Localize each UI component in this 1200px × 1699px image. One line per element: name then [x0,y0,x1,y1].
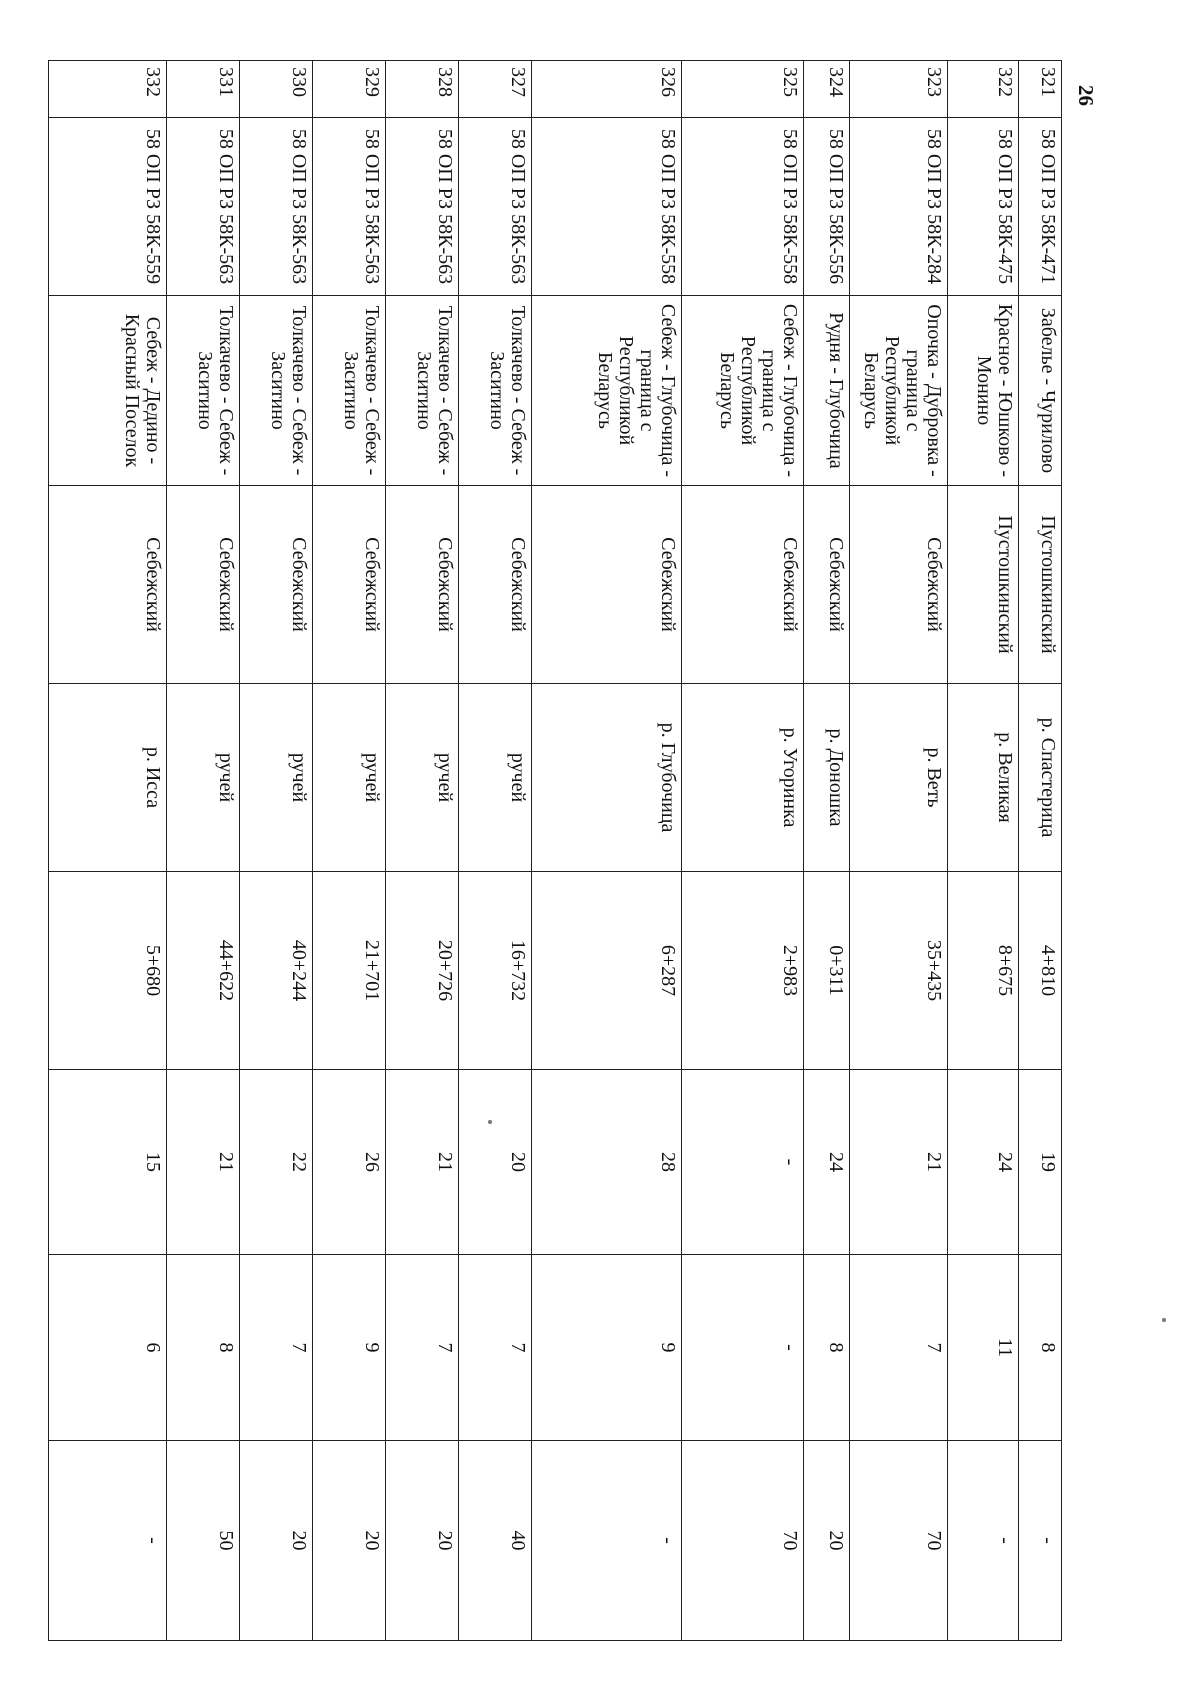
route-name-cell: Толкачево - Себеж - Заситино [167,296,240,486]
row-number-cell: 322 [948,61,1019,118]
road-id-cell: 58 ОП РЗ 58К-563 [167,118,240,296]
table-row [948,61,1019,1641]
road-id-cell: 58 ОП РЗ 58К-471 [1019,118,1062,296]
value-b-cell: 8 [167,1255,240,1441]
road-id-cell: 58 ОП РЗ 58К-563 [386,118,459,296]
district-cell: Себежский [804,486,850,684]
road-id-cell: 58 ОП РЗ 58К-563 [459,118,532,296]
table-row [386,61,459,1641]
value-c-cell: 20 [240,1441,313,1641]
table-row [313,61,386,1641]
row-number-cell: 326 [532,61,682,118]
row-number-cell: 327 [459,61,532,118]
route-name-cell: Забелье - Чурилово [1019,296,1062,486]
road-id-cell: 58 ОП РЗ 58К-556 [804,118,850,296]
water-obstacle-cell: ручей [386,684,459,872]
water-obstacle-cell: ручей [313,684,386,872]
value-c-cell: - [532,1441,682,1641]
route-name-cell: Толкачево - Себеж - Заситино [313,296,386,486]
water-obstacle-cell: р. Веть [850,684,948,872]
route-name-cell: Себеж - Дедино - Красный Поселок [49,296,167,486]
value-c-cell: 20 [386,1441,459,1641]
value-b-cell: 7 [459,1255,532,1441]
value-a-cell: 24 [804,1070,850,1255]
route-name-cell: Толкачево - Себеж - Заситино [240,296,313,486]
value-b-cell: 9 [313,1255,386,1441]
district-cell: Пустошкинский [1019,486,1062,684]
value-a-cell: 26 [313,1070,386,1255]
value-b-cell: 11 [948,1255,1019,1441]
value-a-cell: 28 [532,1070,682,1255]
value-a-cell: 21 [850,1070,948,1255]
water-obstacle-cell: р. Угоринка [682,684,804,872]
route-name-cell: Рудня - Глубочица [804,296,850,486]
district-cell: Себежский [386,486,459,684]
km-location-cell: 16+732 [459,872,532,1070]
row-number-cell: 329 [313,61,386,118]
table-row [1019,61,1062,1641]
row-number-cell: 325 [682,61,804,118]
road-id-cell: 58 ОП РЗ 58К-563 [313,118,386,296]
value-a-cell: - [682,1070,804,1255]
km-location-cell: 21+701 [313,872,386,1070]
value-c-cell: - [1019,1441,1062,1641]
scan-speck [1162,1318,1166,1322]
value-c-cell: - [49,1441,167,1641]
table-row [850,61,948,1641]
value-a-cell: 21 [386,1070,459,1255]
district-cell: Себежский [49,486,167,684]
value-c-cell: 40 [459,1441,532,1641]
value-a-cell: 24 [948,1070,1019,1255]
district-cell: Себежский [459,486,532,684]
district-cell: Себежский [240,486,313,684]
road-id-cell: 58 ОП РЗ 58К-284 [850,118,948,296]
value-b-cell: 8 [804,1255,850,1441]
km-location-cell: 40+244 [240,872,313,1070]
table-row [682,61,804,1641]
km-location-cell: 4+810 [1019,872,1062,1070]
value-a-cell: 21 [167,1070,240,1255]
route-name-cell: Себеж - Глубочица - граница с Республикой Беларусь [682,296,804,486]
value-b-cell: 7 [850,1255,948,1441]
water-obstacle-cell: р. Глубочица [532,684,682,872]
value-b-cell: 7 [240,1255,313,1441]
district-cell: Себежский [313,486,386,684]
table-row [804,61,850,1641]
route-name-cell: Красное - Юшково - Монино [948,296,1019,486]
row-number-cell: 328 [386,61,459,118]
value-a-cell: 15 [49,1070,167,1255]
value-b-cell: 6 [49,1255,167,1441]
value-a-cell: 19 [1019,1070,1062,1255]
km-location-cell: 20+726 [386,872,459,1070]
km-location-cell: 35+435 [850,872,948,1070]
km-location-cell: 0+311 [804,872,850,1070]
table-body [49,61,1062,1641]
table-row [167,61,240,1641]
water-obstacle-cell: р. Великая [948,684,1019,872]
km-location-cell: 2+983 [682,872,804,1070]
road-id-cell: 58 ОП РЗ 58К-558 [532,118,682,296]
road-id-cell: 58 ОП РЗ 58К-475 [948,118,1019,296]
row-number-cell: 330 [240,61,313,118]
route-name-cell: Толкачево - Себеж - Заситино [386,296,459,486]
route-name-cell: Толкачево - Себеж - Заситино [459,296,532,486]
km-location-cell: 5+680 [49,872,167,1070]
water-obstacle-cell: р. Спастерица [1019,684,1062,872]
district-cell: Себежский [167,486,240,684]
row-number-cell: 321 [1019,61,1062,118]
row-number-cell: 323 [850,61,948,118]
water-obstacle-cell: ручей [459,684,532,872]
value-b-cell: 8 [1019,1255,1062,1441]
value-c-cell: 70 [850,1441,948,1641]
value-b-cell: 9 [532,1255,682,1441]
road-id-cell: 58 ОП РЗ 58К-558 [682,118,804,296]
km-location-cell: 44+622 [167,872,240,1070]
district-cell: Себежский [682,486,804,684]
road-id-cell: 58 ОП РЗ 58К-563 [240,118,313,296]
value-c-cell: 20 [313,1441,386,1641]
water-obstacle-cell: р. Исса [49,684,167,872]
district-cell: Себежский [532,486,682,684]
value-c-cell: 20 [804,1441,850,1641]
value-c-cell: 70 [682,1441,804,1641]
value-a-cell: 22 [240,1070,313,1255]
table-row [532,61,682,1641]
water-obstacle-cell: р. Доношка [804,684,850,872]
district-cell: Себежский [850,486,948,684]
table-row [240,61,313,1641]
row-number-cell: 332 [49,61,167,118]
bridges-table [48,60,1062,1641]
district-cell: Пустошкинский [948,486,1019,684]
value-b-cell: 7 [386,1255,459,1441]
page-number: 26 [1074,85,1098,106]
km-location-cell: 8+675 [948,872,1019,1070]
road-id-cell: 58 ОП РЗ 58К-559 [49,118,167,296]
route-name-cell: Себеж - Глубочица - граница с Республикой Беларусь [532,296,682,486]
water-obstacle-cell: ручей [240,684,313,872]
km-location-cell: 6+287 [532,872,682,1070]
row-number-cell: 324 [804,61,850,118]
route-name-cell: Опочка - Дубровка - граница с Республикой Беларусь [850,296,948,486]
table-row [49,61,167,1641]
rotated-table-wrapper [92,60,1062,1640]
scan-speck [488,1120,492,1124]
value-a-cell: 20 [459,1070,532,1255]
table-row [459,61,532,1641]
row-number-cell: 331 [167,61,240,118]
value-c-cell: - [948,1441,1019,1641]
value-b-cell: - [682,1255,804,1441]
value-c-cell: 50 [167,1441,240,1641]
water-obstacle-cell: ручей [167,684,240,872]
